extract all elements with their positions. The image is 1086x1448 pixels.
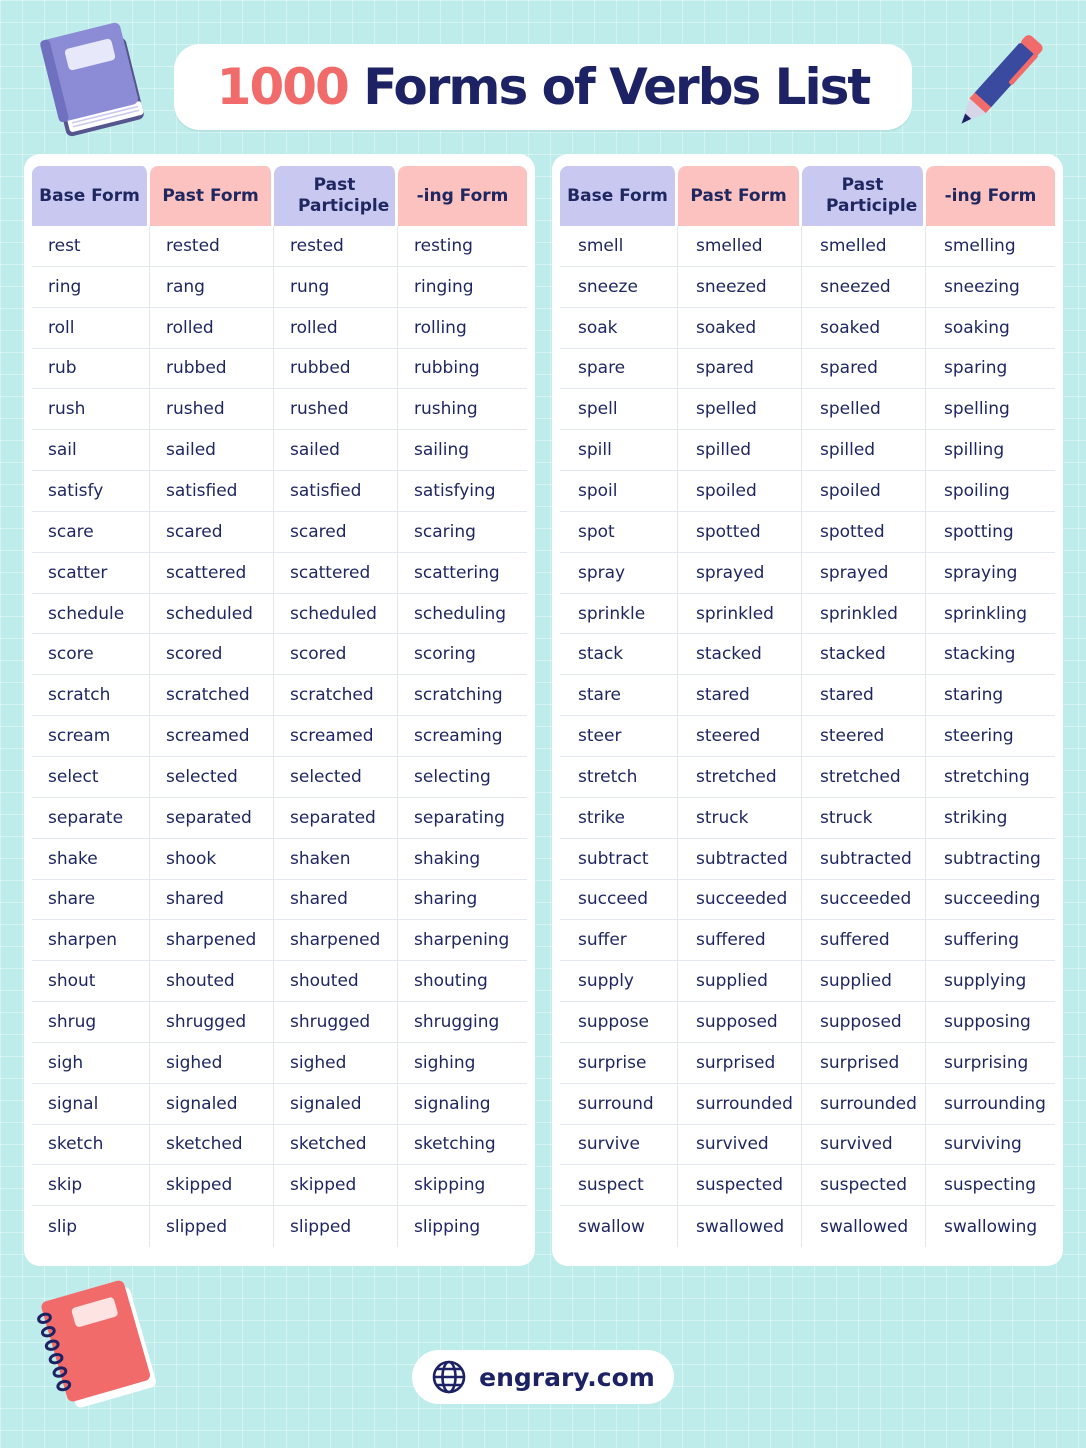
table-row: [32, 839, 527, 880]
ing-form-cell: surprising: [926, 1043, 1055, 1084]
base-form-cell: steer: [560, 716, 678, 757]
past-participle-cell: steered: [802, 716, 926, 757]
title-number: 1000: [216, 58, 348, 116]
past-participle-cell: stared: [802, 675, 926, 716]
past-form-cell: scared: [150, 512, 274, 553]
left-table-body: [32, 226, 527, 1247]
past-participle-cell: scattered: [274, 553, 398, 594]
ing-form-cell: scattering: [398, 553, 527, 594]
base-form-cell: suspect: [560, 1165, 678, 1206]
past-participle-cell: rested: [274, 226, 398, 267]
past-form-cell: separated: [150, 798, 274, 839]
ing-form-cell: sketching: [398, 1125, 527, 1166]
past-form-cell: scattered: [150, 553, 274, 594]
base-form-cell: swallow: [560, 1206, 678, 1247]
ing-form-cell: scoring: [398, 634, 527, 675]
table-row: [560, 675, 1055, 716]
ing-form-cell: suspecting: [926, 1165, 1055, 1206]
past-participle-cell: stretched: [802, 757, 926, 798]
base-form-cell: scratch: [32, 675, 150, 716]
header-past-form: Past Form: [678, 166, 802, 226]
ing-form-cell: striking: [926, 798, 1055, 839]
table-row: [32, 880, 527, 921]
base-form-cell: separate: [32, 798, 150, 839]
past-form-cell: smelled: [678, 226, 802, 267]
table-row: [32, 1002, 527, 1043]
past-form-cell: spoiled: [678, 471, 802, 512]
table-row: [32, 594, 527, 635]
base-form-cell: share: [32, 880, 150, 921]
past-form-cell: selected: [150, 757, 274, 798]
table-row: [32, 675, 527, 716]
past-form-cell: stacked: [678, 634, 802, 675]
ing-form-cell: satisfying: [398, 471, 527, 512]
base-form-cell: rub: [32, 349, 150, 390]
ing-form-cell: ringing: [398, 267, 527, 308]
past-form-cell: scratched: [150, 675, 274, 716]
base-form-cell: slip: [32, 1206, 150, 1247]
base-form-cell: roll: [32, 308, 150, 349]
ing-form-cell: sneezing: [926, 267, 1055, 308]
past-participle-cell: shouted: [274, 961, 398, 1002]
table-row: [32, 798, 527, 839]
ing-form-cell: resting: [398, 226, 527, 267]
past-form-cell: sneezed: [678, 267, 802, 308]
table-row: [560, 308, 1055, 349]
globe-icon: [431, 1359, 467, 1395]
past-form-cell: spelled: [678, 389, 802, 430]
past-participle-cell: supposed: [802, 1002, 926, 1043]
table-row: [560, 1165, 1055, 1206]
table-row: [32, 553, 527, 594]
table-row: [560, 757, 1055, 798]
ing-form-cell: steering: [926, 716, 1055, 757]
ing-form-cell: stretching: [926, 757, 1055, 798]
base-form-cell: succeed: [560, 880, 678, 921]
table-row: [560, 634, 1055, 675]
ing-form-cell: scheduling: [398, 594, 527, 635]
past-form-cell: rested: [150, 226, 274, 267]
right-table-body: [560, 226, 1055, 1247]
base-form-cell: suffer: [560, 920, 678, 961]
base-form-cell: shrug: [32, 1002, 150, 1043]
past-participle-cell: shaken: [274, 839, 398, 880]
table-row: [560, 389, 1055, 430]
past-form-cell: surprised: [678, 1043, 802, 1084]
past-form-cell: shook: [150, 839, 274, 880]
past-form-cell: spotted: [678, 512, 802, 553]
header-past-participle: Past Participle: [274, 166, 398, 226]
table-row: [560, 349, 1055, 390]
table-row: [32, 1043, 527, 1084]
past-participle-cell: rushed: [274, 389, 398, 430]
right-verb-panel: [552, 154, 1063, 1266]
base-form-cell: score: [32, 634, 150, 675]
header-base-form: Base Form: [32, 166, 150, 226]
past-participle-cell: separated: [274, 798, 398, 839]
ing-form-cell: suffering: [926, 920, 1055, 961]
website-link[interactable]: engrary.com: [479, 1362, 655, 1392]
past-form-cell: steered: [678, 716, 802, 757]
ing-form-cell: staring: [926, 675, 1055, 716]
table-row: [32, 389, 527, 430]
base-form-cell: spray: [560, 553, 678, 594]
base-form-cell: ring: [32, 267, 150, 308]
left-verb-panel: [24, 154, 535, 1266]
table-row: [560, 512, 1055, 553]
base-form-cell: scare: [32, 512, 150, 553]
past-participle-cell: skipped: [274, 1165, 398, 1206]
table-row: [560, 594, 1055, 635]
base-form-cell: suppose: [560, 1002, 678, 1043]
past-participle-cell: screamed: [274, 716, 398, 757]
table-row: [560, 1125, 1055, 1166]
past-participle-cell: signaled: [274, 1084, 398, 1125]
past-form-cell: sighed: [150, 1043, 274, 1084]
past-participle-cell: scratched: [274, 675, 398, 716]
table-row: [32, 1165, 527, 1206]
past-participle-cell: surprised: [802, 1043, 926, 1084]
past-participle-cell: shared: [274, 880, 398, 921]
ing-form-cell: separating: [398, 798, 527, 839]
ing-form-cell: sharing: [398, 880, 527, 921]
base-form-cell: sharpen: [32, 920, 150, 961]
ing-form-cell: sharpening: [398, 920, 527, 961]
table-row: [560, 880, 1055, 921]
base-form-cell: shout: [32, 961, 150, 1002]
past-participle-cell: rubbed: [274, 349, 398, 390]
past-form-cell: swallowed: [678, 1206, 802, 1247]
table-row: [560, 798, 1055, 839]
header-past-participle: Past Participle: [802, 166, 926, 226]
ing-form-cell: sailing: [398, 430, 527, 471]
title-text: Forms of Verbs List: [363, 58, 870, 116]
ing-form-cell: rushing: [398, 389, 527, 430]
past-participle-cell: satisfied: [274, 471, 398, 512]
ing-form-cell: shaking: [398, 839, 527, 880]
past-form-cell: sketched: [150, 1125, 274, 1166]
past-participle-cell: sneezed: [802, 267, 926, 308]
table-row: [32, 757, 527, 798]
past-form-cell: scheduled: [150, 594, 274, 635]
past-participle-cell: sailed: [274, 430, 398, 471]
base-form-cell: survive: [560, 1125, 678, 1166]
past-form-cell: rushed: [150, 389, 274, 430]
base-form-cell: satisfy: [32, 471, 150, 512]
ing-form-cell: rolling: [398, 308, 527, 349]
base-form-cell: schedule: [32, 594, 150, 635]
past-participle-cell: sprayed: [802, 553, 926, 594]
ing-form-cell: succeeding: [926, 880, 1055, 921]
past-form-cell: rubbed: [150, 349, 274, 390]
table-header-row: [32, 166, 527, 226]
ing-form-cell: supplying: [926, 961, 1055, 1002]
past-participle-cell: spilled: [802, 430, 926, 471]
table-row: [560, 716, 1055, 757]
table-row: [32, 267, 527, 308]
table-row: [560, 267, 1055, 308]
base-form-cell: shake: [32, 839, 150, 880]
ing-form-cell: swallowing: [944, 1216, 1038, 1237]
past-participle-cell: stacked: [802, 634, 926, 675]
notebook-icon: [30, 1270, 170, 1420]
base-form-cell: spill: [560, 430, 678, 471]
ing-form-cell: shouting: [398, 961, 527, 1002]
past-participle-cell: scheduled: [274, 594, 398, 635]
past-participle-cell: sighed: [274, 1043, 398, 1084]
past-participle-cell: struck: [802, 798, 926, 839]
past-form-cell: suffered: [678, 920, 802, 961]
base-form-cell: spot: [560, 512, 678, 553]
past-form-cell: shouted: [150, 961, 274, 1002]
ing-form-cell: skipping: [398, 1165, 527, 1206]
base-form-cell: stack: [560, 634, 678, 675]
base-form-cell: sprinkle: [560, 594, 678, 635]
past-participle-cell: survived: [802, 1125, 926, 1166]
base-form-cell: sketch: [32, 1125, 150, 1166]
header-ing-form: -ing Form: [926, 166, 1055, 226]
ing-form-cell: scaring: [398, 512, 527, 553]
table-header-row: [560, 166, 1055, 226]
table-row: [32, 961, 527, 1002]
base-form-cell: spoil: [560, 471, 678, 512]
past-form-cell: rang: [150, 267, 274, 308]
ing-form-cell: smelling: [926, 226, 1055, 267]
past-participle-cell: spoiled: [802, 471, 926, 512]
past-participle-cell: rung: [274, 267, 398, 308]
ing-form-cell: screaming: [398, 716, 527, 757]
past-form-cell: scored: [150, 634, 274, 675]
past-participle-cell: suspected: [802, 1165, 926, 1206]
past-participle-cell: slipped: [274, 1206, 398, 1247]
table-row: [32, 920, 527, 961]
table-row: [560, 1002, 1055, 1043]
past-form-cell: spared: [678, 349, 802, 390]
table-row: [32, 634, 527, 675]
past-form-cell: shrugged: [150, 1002, 274, 1043]
past-participle-cell: spotted: [802, 512, 926, 553]
base-form-cell: signal: [32, 1084, 150, 1125]
base-form-cell: strike: [560, 798, 678, 839]
base-form-cell: spell: [560, 389, 678, 430]
base-form-cell: sneeze: [560, 267, 678, 308]
table-row: [560, 1043, 1055, 1084]
past-participle-cell: surrounded: [802, 1084, 926, 1125]
ing-form-cell: scratching: [398, 675, 527, 716]
past-participle-cell: sketched: [274, 1125, 398, 1166]
past-form-cell: stretched: [678, 757, 802, 798]
table-row: [32, 1084, 527, 1125]
past-participle-cell: succeeded: [802, 880, 926, 921]
table-row: [560, 226, 1055, 267]
base-form-cell: subtract: [560, 839, 678, 880]
past-participle-cell: scored: [274, 634, 398, 675]
ing-form-cell: spotting: [926, 512, 1055, 553]
past-form-cell: suspected: [678, 1165, 802, 1206]
table-row: [560, 471, 1055, 512]
ing-form-cell: spraying: [926, 553, 1055, 594]
past-form-cell: satisfied: [150, 471, 274, 512]
page-title: [217, 58, 870, 116]
past-form-cell: sprinkled: [678, 594, 802, 635]
table-row: [32, 716, 527, 757]
title-banner: [174, 44, 912, 130]
base-form-cell: surround: [560, 1084, 678, 1125]
past-participle-cell: smelled: [802, 226, 926, 267]
past-form-cell: sprayed: [678, 553, 802, 594]
ing-form-cell: signaling: [398, 1084, 527, 1125]
past-participle-cell: sharpened: [274, 920, 398, 961]
base-form-cell: surprise: [560, 1043, 678, 1084]
past-form-cell: succeeded: [678, 880, 802, 921]
pen-icon: [944, 22, 1054, 142]
header-ing-form: -ing Form: [398, 166, 527, 226]
past-participle-cell: spared: [802, 349, 926, 390]
table-row: [560, 961, 1055, 1002]
past-form-cell: signaled: [150, 1084, 274, 1125]
past-form-cell: supposed: [678, 1002, 802, 1043]
past-form-cell: rolled: [150, 308, 274, 349]
past-participle-cell: scared: [274, 512, 398, 553]
ing-form-cell: supposing: [926, 1002, 1055, 1043]
ing-form-cell: sparing: [926, 349, 1055, 390]
base-form-cell: supply: [560, 961, 678, 1002]
base-form-cell: rest: [32, 226, 150, 267]
ing-form-cell: sighing: [398, 1043, 527, 1084]
ing-form-cell: spoiling: [926, 471, 1055, 512]
ing-form-cell: slipping: [414, 1216, 481, 1237]
past-form-cell: struck: [678, 798, 802, 839]
table-row: [560, 1084, 1055, 1125]
past-form-cell: supplied: [678, 961, 802, 1002]
past-form-cell: spilled: [678, 430, 802, 471]
base-form-cell: sigh: [32, 1043, 150, 1084]
base-form-cell: scream: [32, 716, 150, 757]
base-form-cell: sail: [32, 430, 150, 471]
ing-form-cell: shrugging: [398, 1002, 527, 1043]
base-form-cell: stretch: [560, 757, 678, 798]
base-form-cell: select: [32, 757, 150, 798]
base-form-cell: soak: [560, 308, 678, 349]
past-form-cell: screamed: [150, 716, 274, 757]
ing-form-cell: surrounding: [926, 1084, 1055, 1125]
table-row: [560, 430, 1055, 471]
table-row: [32, 1125, 527, 1166]
past-participle-cell: rolled: [274, 308, 398, 349]
past-participle-cell: suffered: [802, 920, 926, 961]
past-form-cell: surrounded: [678, 1084, 802, 1125]
table-row: [32, 471, 527, 512]
table-row: [32, 512, 527, 553]
footer-website-badge[interactable]: [412, 1350, 674, 1404]
table-row: [560, 553, 1055, 594]
table-row: [560, 1206, 1055, 1247]
table-row: [32, 430, 527, 471]
past-form-cell: sailed: [150, 430, 274, 471]
past-form-cell: survived: [678, 1125, 802, 1166]
past-participle-cell: selected: [274, 757, 398, 798]
ing-form-cell: spelling: [926, 389, 1055, 430]
base-form-cell: scatter: [32, 553, 150, 594]
base-form-cell: spare: [560, 349, 678, 390]
table-row: [32, 1206, 527, 1247]
base-form-cell: skip: [32, 1165, 150, 1206]
past-form-cell: soaked: [678, 308, 802, 349]
past-participle-cell: swallowed: [802, 1206, 926, 1247]
base-form-cell: smell: [560, 226, 678, 267]
right-verb-table: [560, 166, 1055, 1247]
past-participle-cell: shrugged: [274, 1002, 398, 1043]
header-base-form: Base Form: [560, 166, 678, 226]
ing-form-cell: selecting: [398, 757, 527, 798]
base-form-cell: stare: [560, 675, 678, 716]
past-form-cell: shared: [150, 880, 274, 921]
past-form-cell: sharpened: [150, 920, 274, 961]
ing-form-cell: stacking: [926, 634, 1055, 675]
table-row: [560, 839, 1055, 880]
base-form-cell: rush: [32, 389, 150, 430]
ing-form-cell: rubbing: [398, 349, 527, 390]
past-form-cell: subtracted: [678, 839, 802, 880]
past-participle-cell: sprinkled: [802, 594, 926, 635]
past-participle-cell: subtracted: [802, 839, 926, 880]
past-participle-cell: supplied: [802, 961, 926, 1002]
table-row: [32, 226, 527, 267]
ing-form-cell: spilling: [926, 430, 1055, 471]
book-icon: [28, 16, 154, 142]
ing-form-cell: sprinkling: [926, 594, 1055, 635]
ing-form-cell: subtracting: [926, 839, 1055, 880]
past-form-cell: skipped: [150, 1165, 274, 1206]
left-verb-table: [32, 166, 527, 1247]
table-row: [560, 920, 1055, 961]
table-row: [32, 349, 527, 390]
header-past-form: Past Form: [150, 166, 274, 226]
ing-form-cell: soaking: [926, 308, 1055, 349]
table-row: [32, 308, 527, 349]
past-form-cell: slipped: [150, 1206, 274, 1247]
ing-form-cell: surviving: [926, 1125, 1055, 1166]
past-participle-cell: spelled: [802, 389, 926, 430]
past-participle-cell: soaked: [802, 308, 926, 349]
past-form-cell: stared: [678, 675, 802, 716]
